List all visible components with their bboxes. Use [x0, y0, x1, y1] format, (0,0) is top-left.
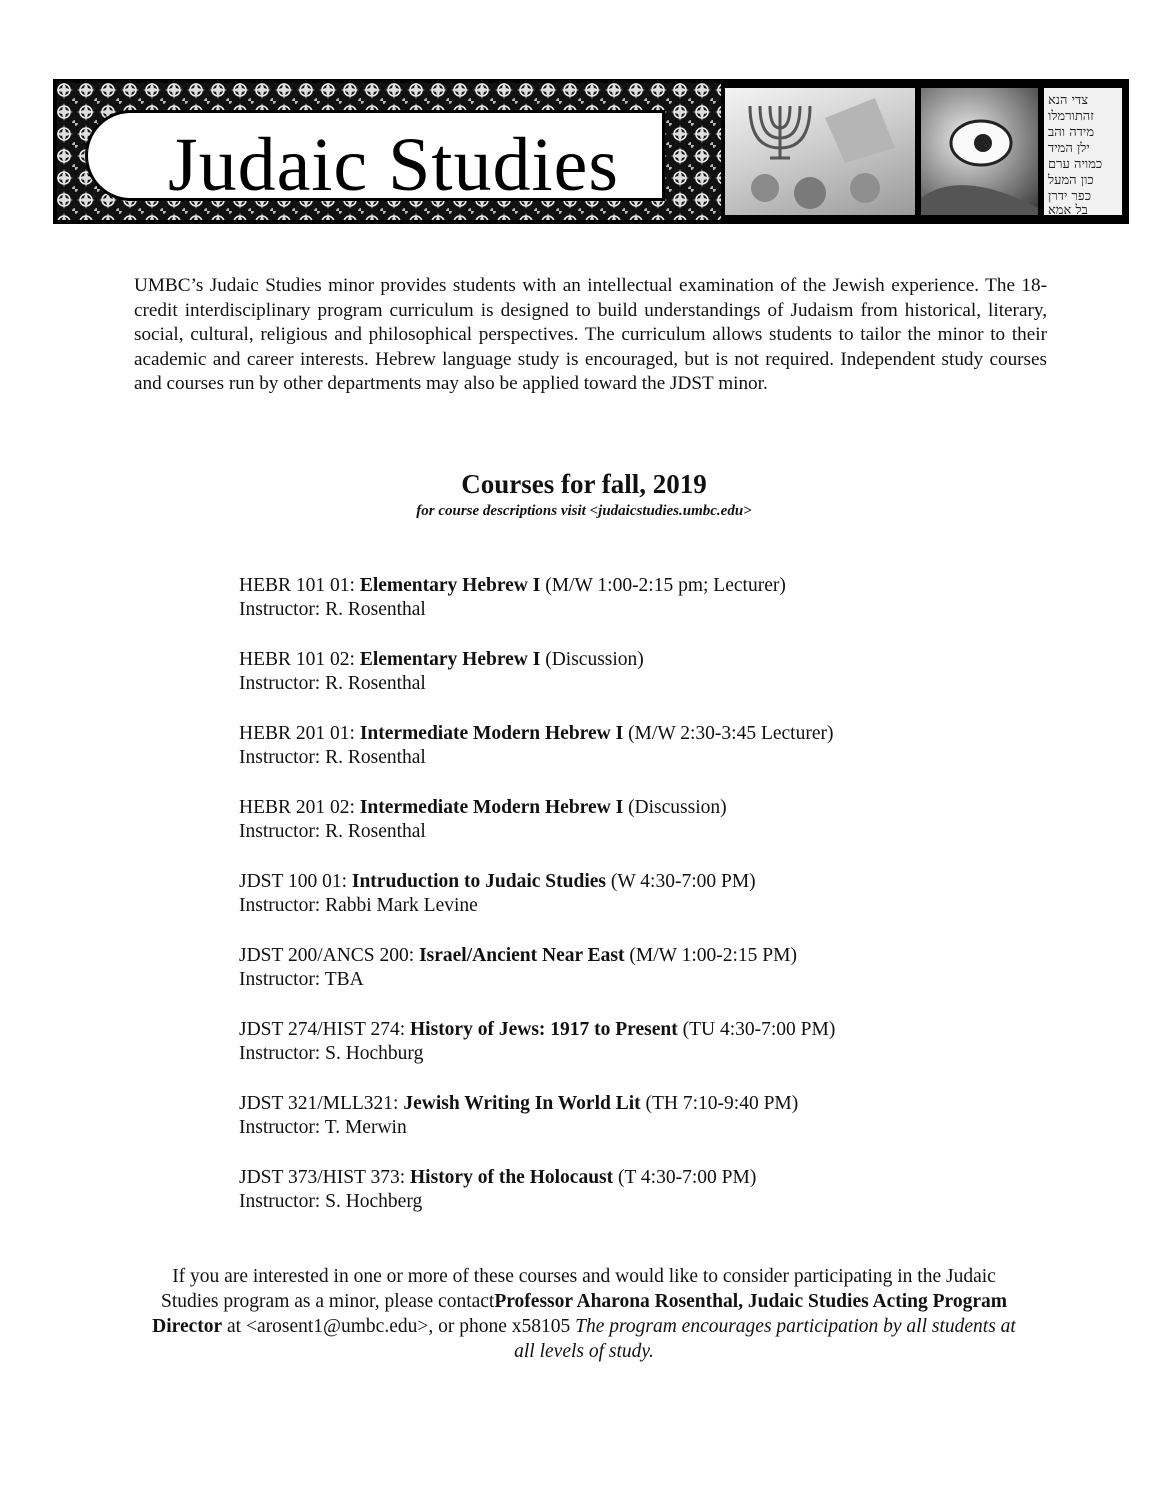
course-entry: [239, 648, 1059, 722]
hebrew-text-line: כון המעל: [1048, 173, 1094, 188]
course-code: JDST 274/HIST 274:: [239, 1019, 411, 1040]
course-entry: [239, 1166, 1059, 1240]
course-title: History of Jews: 1917 to Present: [410, 1019, 678, 1040]
course-title: Intermediate Modern Hebrew I: [359, 723, 624, 744]
course-entry: [239, 870, 1059, 944]
course-details: (Discussion): [623, 797, 727, 818]
chagall-art-image: [921, 88, 1038, 215]
hebrew-manuscript-image: [1044, 88, 1122, 215]
course-instructor: Instructor: R. Rosenthal: [239, 599, 426, 620]
course-title: Intruduction to Judaic Studies: [351, 871, 606, 892]
course-code: HEBR 201 01:: [239, 723, 360, 744]
course-details: (TU 4:30-7:00 PM): [677, 1019, 836, 1040]
course-title: History of the Holocaust: [410, 1167, 614, 1188]
contact-email[interactable]: at <arosent1@umbc.edu>, or phone x58105: [222, 1316, 576, 1337]
course-details: (T 4:30-7:00 PM): [613, 1167, 757, 1188]
course-instructor: Instructor: R. Rosenthal: [239, 821, 426, 842]
course-code: JDST 200/ANCS 200:: [239, 945, 420, 966]
course-instructor: Instructor: T. Merwin: [239, 1117, 407, 1138]
course-instructor: Instructor: Rabbi Mark Levine: [239, 895, 478, 916]
course-title: Elementary Hebrew I: [359, 575, 541, 596]
course-entry: [239, 1018, 1059, 1092]
course-code: JDST 373/HIST 373:: [239, 1167, 411, 1188]
course-code: JDST 100 01:: [239, 871, 352, 892]
course-details: (Discussion): [540, 649, 644, 670]
contact-person: Professor Aharona Rosenthal, Judaic Studies Acting Program Director: [152, 1291, 1007, 1337]
header-banner: [53, 79, 1129, 224]
course-title: Israel/Ancient Near East: [419, 945, 625, 966]
hebrew-text-line: זהתורמלו: [1048, 109, 1094, 124]
contact-paragraph: [150, 1264, 1018, 1364]
course-code: JDST 321/MLL321:: [239, 1093, 404, 1114]
course-entry: [239, 796, 1059, 870]
course-details: (M/W 1:00-2:15 pm; Lecturer): [540, 575, 786, 596]
hebrew-text-line: צדי הנא: [1048, 93, 1089, 108]
intro-paragraph: UMBC’s Judaic Studies minor provides students with an intellectual examination of the Jewish experience. The 18-credit interdisciplinary program curriculum is designed to build understandings of Judaism from historical, literary, social, cultural, religious and philosophical perspectives. The curriculum allows students to tailor the minor to their academic and career interests. Hebrew language study is encouraged, but is not required. Independent study courses and courses run by other departments may also be applied toward the JDST minor.: [134, 275, 1047, 394]
hebrew-text-line: ילן המיד: [1048, 141, 1090, 156]
course-title: Intermediate Modern Hebrew I: [359, 797, 624, 818]
contact-closing: The program encourages participation by all students at all levels of study.: [514, 1316, 1016, 1362]
course-entry: [239, 1092, 1059, 1166]
course-title: Jewish Writing In World Lit: [403, 1093, 641, 1114]
course-details: (W 4:30-7:00 PM): [605, 871, 756, 892]
course-code: HEBR 101 01:: [239, 575, 360, 596]
course-entry: [239, 574, 1059, 648]
menorah-icon: [725, 88, 915, 215]
course-instructor: Instructor: S. Hochberg: [239, 1191, 423, 1212]
hebrew-text-line: בל אמא: [1048, 203, 1088, 215]
course-code: HEBR 201 02:: [239, 797, 360, 818]
course-entry: [239, 944, 1059, 1018]
course-list: [239, 574, 1059, 1240]
hebrew-text-line: מידה והב: [1048, 125, 1095, 140]
banner-title: Judaic Studies: [168, 123, 619, 207]
course-instructor: Instructor: R. Rosenthal: [239, 673, 426, 694]
course-details: (M/W 1:00-2:15 PM): [624, 945, 797, 966]
course-entry: [239, 722, 1059, 796]
title-plate: [85, 110, 665, 207]
course-details: (TH 7:10-9:40 PM): [640, 1093, 799, 1114]
course-code: HEBR 101 02:: [239, 649, 360, 670]
hebrew-text-line: כפר ידרן: [1048, 189, 1092, 204]
course-instructor: Instructor: R. Rosenthal: [239, 747, 426, 768]
hebrew-text-line: כמויה ערם: [1048, 157, 1103, 172]
course-details: (M/W 2:30-3:45 Lecturer): [623, 723, 834, 744]
course-instructor: Instructor: TBA: [239, 969, 364, 990]
courses-subheading: for course descriptions visit <judaicstudies.umbc.edu>: [416, 503, 752, 519]
course-title: Elementary Hebrew I: [359, 649, 541, 670]
menorah-relief-image: [725, 88, 915, 215]
course-instructor: Instructor: S. Hochburg: [239, 1043, 424, 1064]
contact-lead: If you are interested in one or more of these courses and would like to consider participating in the Judaic Studies program as a minor, please contact: [161, 1266, 996, 1312]
courses-heading: Courses for fall, 2019: [461, 469, 707, 499]
